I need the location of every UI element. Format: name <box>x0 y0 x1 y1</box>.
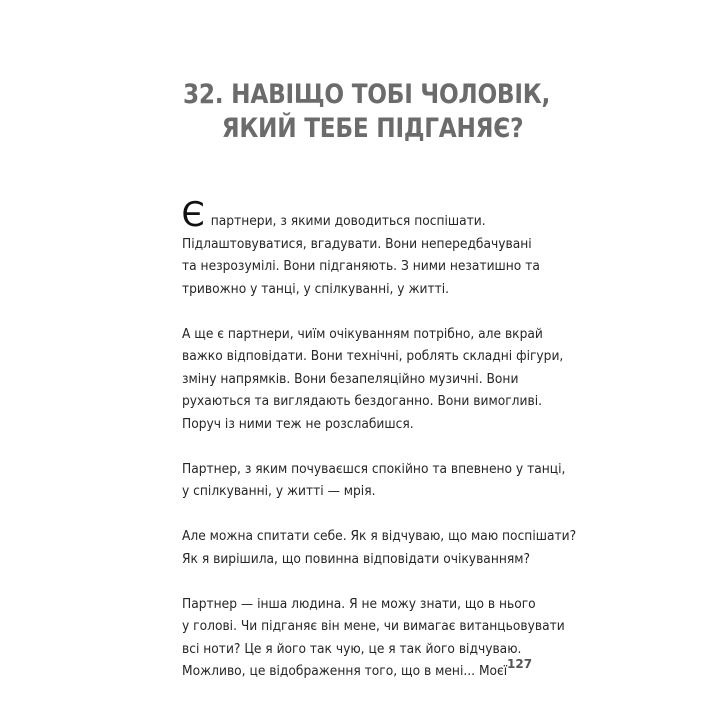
paragraph-5 <box>182 594 565 684</box>
text-line: А ще є партнери, чиїм очікуванням потрібно, але вкрай <box>182 326 543 342</box>
text-line: у голові. Чи підганяє він мене, чи вимагає витанцьовувати <box>182 619 565 634</box>
text-line: Партнер — інша людина. Я не можу знати, що в нього <box>182 596 536 612</box>
text-line: зміну напрямків. Вони безапеляційно музичні. Вони <box>182 371 519 387</box>
page-number: 127 <box>507 657 533 671</box>
text-line <box>181 195 554 235</box>
paragraph-3 <box>182 459 566 504</box>
drop-cap: Є <box>181 195 205 235</box>
text-line: Партнер, з яким почуваєшся спокійно та впевнено у танці, <box>182 461 566 477</box>
text-line: та незрозумілі. Вони підганяють. З ними незатишно та <box>182 259 540 274</box>
text-line: Можливо, це відображення того, що в мені... Моєї <box>182 664 508 679</box>
text-line-rest: партнери, з якими доводиться поспішати. <box>206 214 486 229</box>
text-line: важко відповідати. Вони технічні, роблять складні фігури, <box>182 349 564 364</box>
text-line: Підлаштовуватися, вгадувати. Вони непередбачувані <box>182 236 532 252</box>
text-line: всі ноти? Це я його так чую, це я так його відчуваю. <box>182 641 522 657</box>
text-line: тривожно у танці, у спілкуванні, у житті. <box>182 281 450 297</box>
paragraph-2 <box>182 324 564 437</box>
text-line: Як я вирішила, що повинна відповідати очікуванням? <box>182 551 530 567</box>
chapter-title-line-2: ЯКИЙ ТЕБЕ ПІДГАНЯЄ? <box>221 113 524 144</box>
text-line: рухаються та виглядають бездоганно. Вони вимогливі. <box>182 394 542 409</box>
chapter-title <box>183 78 550 146</box>
chapter-title-line-1: 32. НАВІЩО ТОБІ ЧОЛОВІК, <box>183 79 551 110</box>
text-line: Але можна спитати себе. Як я відчуваю, що маю поспішати? <box>182 529 577 544</box>
paragraph-4 <box>182 526 577 571</box>
text-line: у спілкуванні, у житті — мрія. <box>182 484 376 499</box>
paragraph-1 <box>181 195 554 301</box>
text-line: Поруч із ними теж не розслабишся. <box>182 416 414 432</box>
chapter-body <box>181 195 577 706</box>
